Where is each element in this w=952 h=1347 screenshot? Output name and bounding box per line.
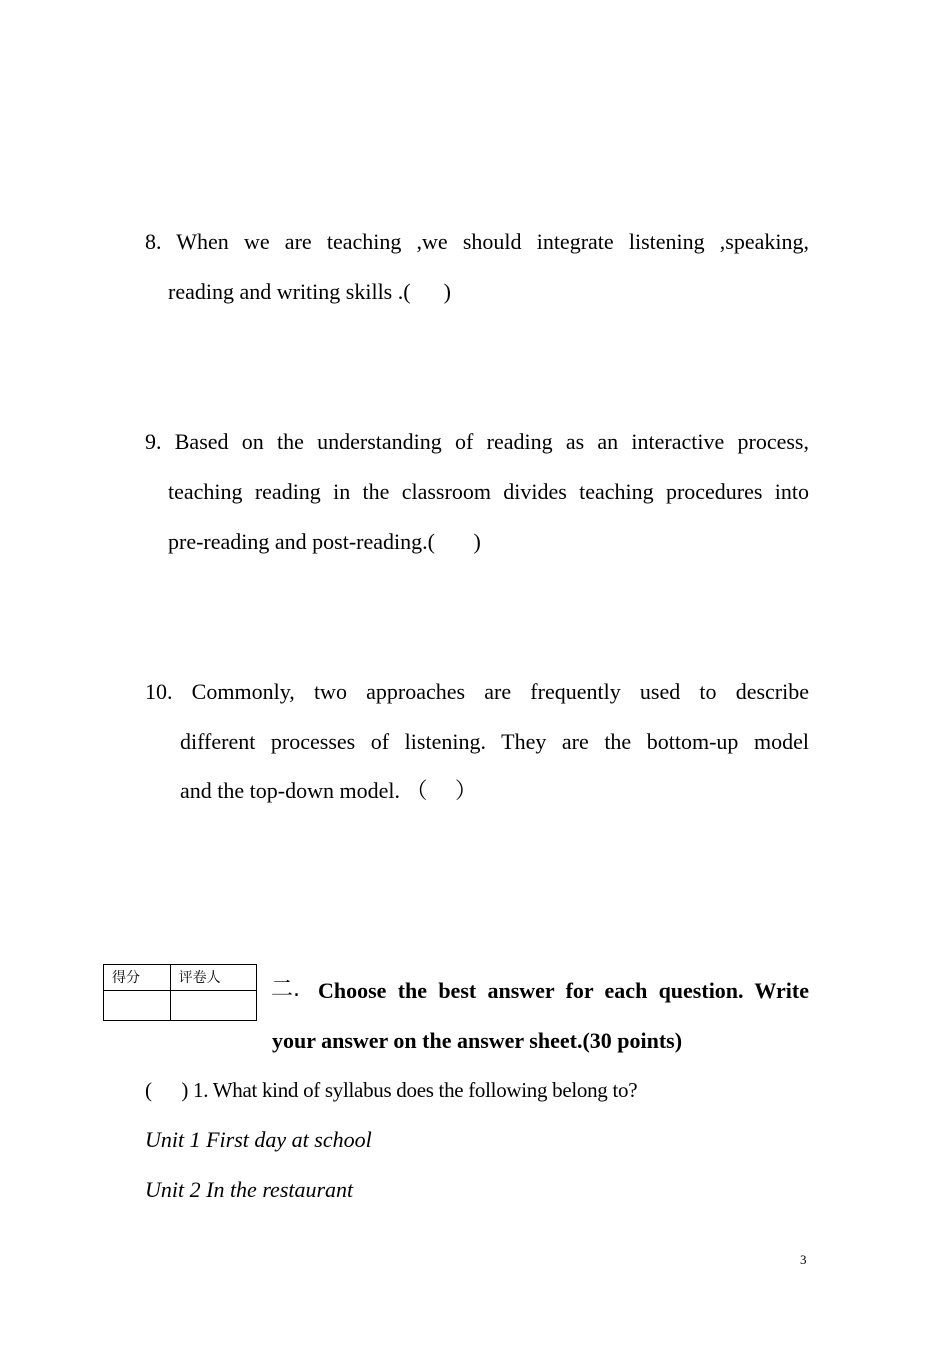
question-10-line-3: and the top-down model. （ ） (180, 778, 477, 803)
question-9-line-3: pre-reading and post-reading.( ) (168, 529, 481, 554)
score-cell[interactable] (104, 991, 171, 1021)
question-10-line-2: different processes of listening. They are the bottom-up model (180, 729, 809, 754)
grader-cell[interactable] (170, 991, 256, 1021)
section-title-line-1: Choose the best answer for each question. Write (318, 978, 809, 1003)
unit-2-line: Unit 2 In the restaurant (145, 1177, 354, 1202)
mc-question-1: ( ) 1. What kind of syllabus does the following belong to? (145, 1078, 638, 1102)
section-title-line-2: your answer on the answer sheet.(30 points) (272, 1028, 683, 1053)
grader-label: 评卷人 (170, 965, 256, 991)
score-label: 得分 (104, 965, 171, 991)
score-table (103, 964, 257, 1021)
question-9-line-1: 9. Based on the understanding of reading as an interactive process, (145, 429, 809, 454)
section-number: 二. (271, 977, 300, 1002)
question-8-line-2: reading and writing skills .( ) (168, 279, 451, 304)
question-10-line-1: 10. Commonly, two approaches are frequently used to describe (145, 679, 809, 704)
unit-1-line: Unit 1 First day at school (145, 1127, 372, 1152)
question-9-line-2: teaching reading in the classroom divides teaching procedures into (168, 479, 809, 504)
question-8-line-1: 8. When we are teaching ,we should integrate listening ,speaking, (145, 229, 809, 254)
page-number: 3 (800, 1252, 807, 1267)
